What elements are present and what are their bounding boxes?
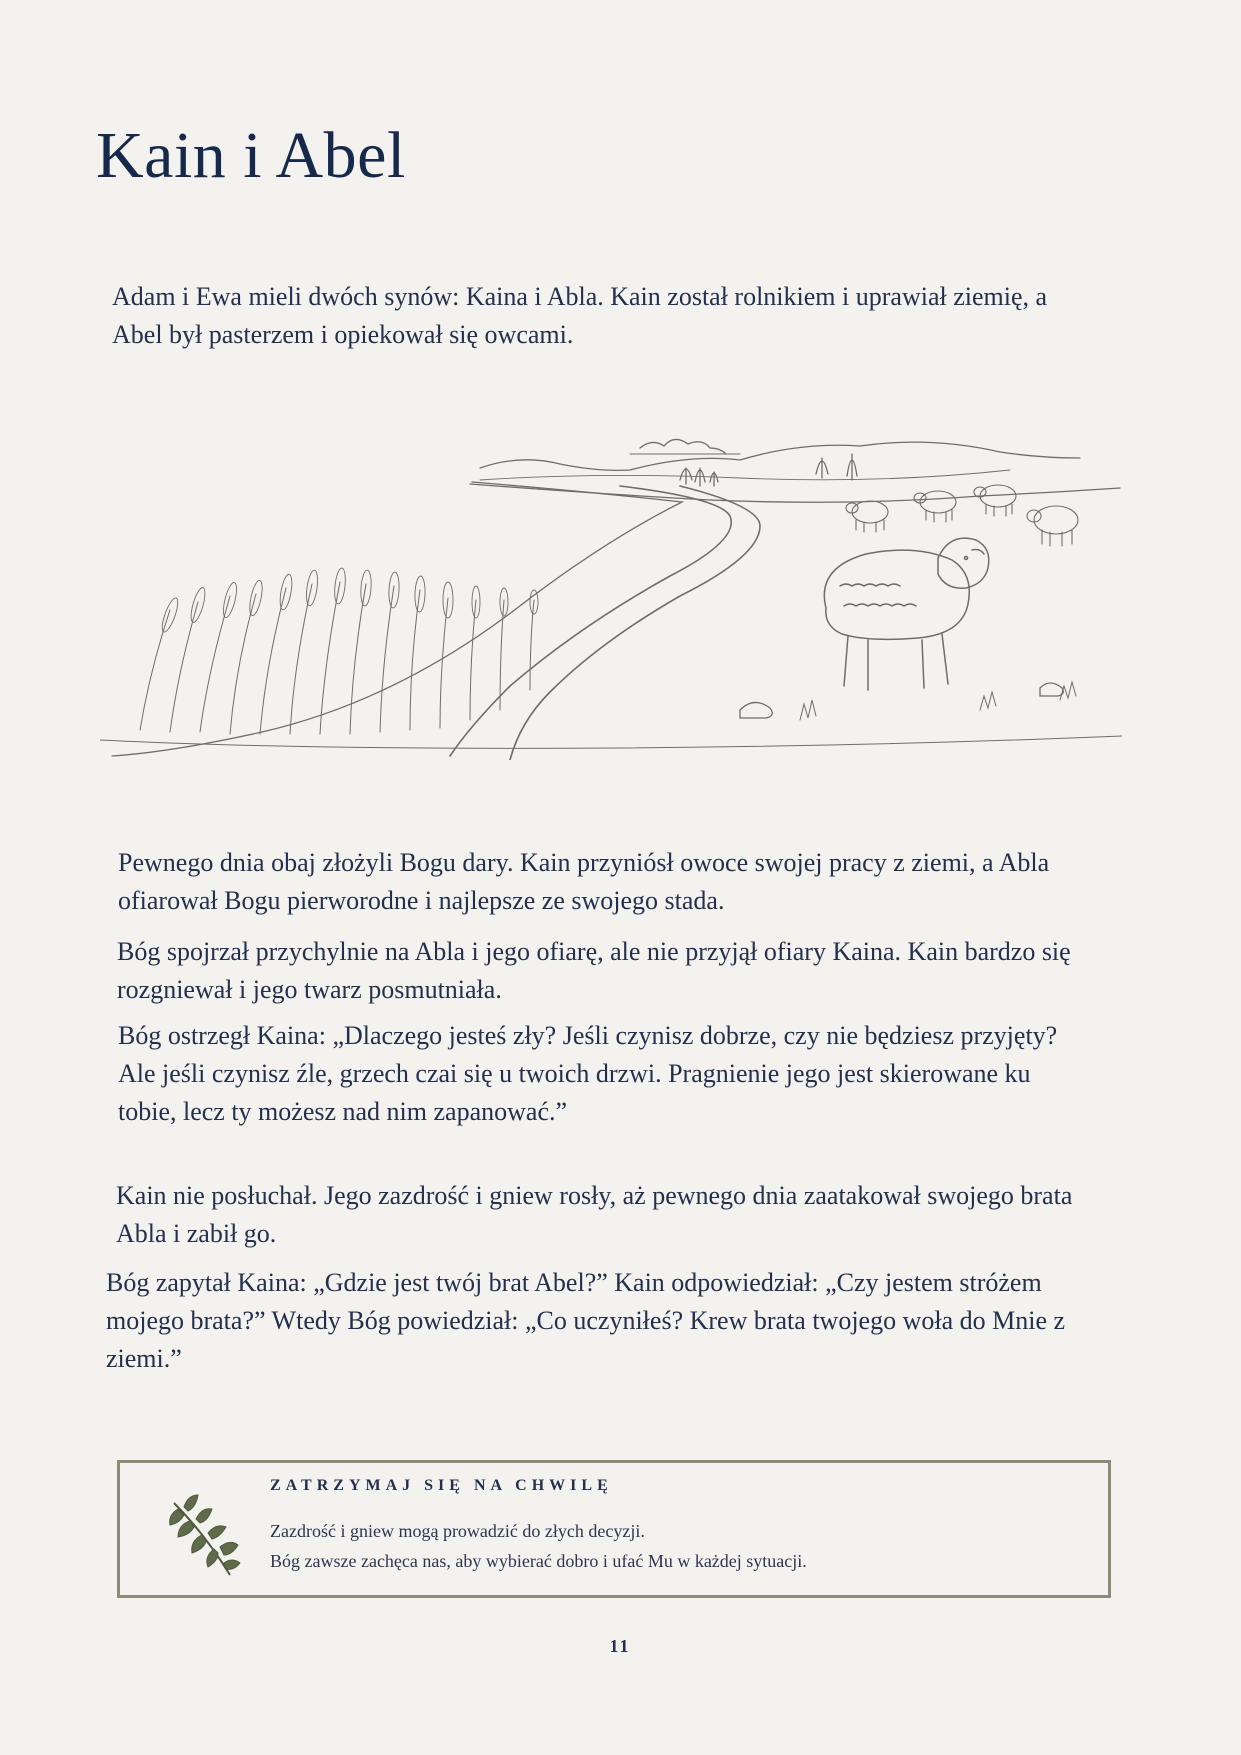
paragraph-offerings: Pewnego dnia obaj złożyli Bogu dary. Kain przyniósł owoce swojej pracy z ziemi, a Abla ofiarował Bogu pierworodne i najlepsze ze swojego stada. bbox=[118, 848, 1050, 915]
page-number: 11 bbox=[609, 1636, 631, 1656]
reflection-heading: ZATRZYMAJ SIĘ NA CHWILĘ bbox=[270, 1477, 613, 1494]
reflection-line: Zazdrość i gniew mogą prowadzić do złych decyzji. bbox=[270, 1521, 645, 1541]
page-title: Kain i Abel bbox=[96, 119, 406, 192]
reflection-box bbox=[117, 1460, 1111, 1598]
paragraph-intro: Adam i Ewa mieli dwóch synów: Kaina i Abla. Kain został rolnikiem i uprawiał ziemię, a Abel był pasterzem i opiekował się owcami. bbox=[112, 282, 1048, 349]
paragraph-warning: Bóg ostrzegł Kaina: „Dlaczego jesteś zły? Jeśli czynisz dobrze, czy nie będziesz przyjęty? Ale jeśli czynisz źle, grzech czai się u twoich drzwi. Pragnienie jego jest skierowane ku tobie, lecz ty możesz nad nim zapanować.” bbox=[118, 1021, 1058, 1126]
paragraph-attack: Kain nie posłuchał. Jego zazdrość i gniew rosły, aż pewnego dnia zaatakował swojego brata Abla i zabił go. bbox=[116, 1181, 1073, 1248]
olive-branch-icon bbox=[164, 1491, 250, 1581]
paragraph-god-favor: Bóg spojrzał przychylnie na Abla i jego ofiarę, ale nie przyjął ofiary Kaina. Kain bardzo się rozgniewał i jego twarz posmutniała. bbox=[117, 937, 1071, 1004]
paragraph-question: Bóg zapytał Kaina: „Gdzie jest twój brat Abel?” Kain odpowiedział: „Czy jestem stróżem mojego brata?” Wtedy Bóg powiedział: „Co uczyniłeś? Krew brata twojego woła do Mnie z ziemi.” bbox=[106, 1268, 1066, 1373]
reflection-line: Bóg zawsze zachęca nas, aby wybierać dobro i ufać Mu w każdej sytuacji. bbox=[270, 1551, 807, 1571]
wheat-field-and-sheep-icon bbox=[100, 420, 1122, 760]
